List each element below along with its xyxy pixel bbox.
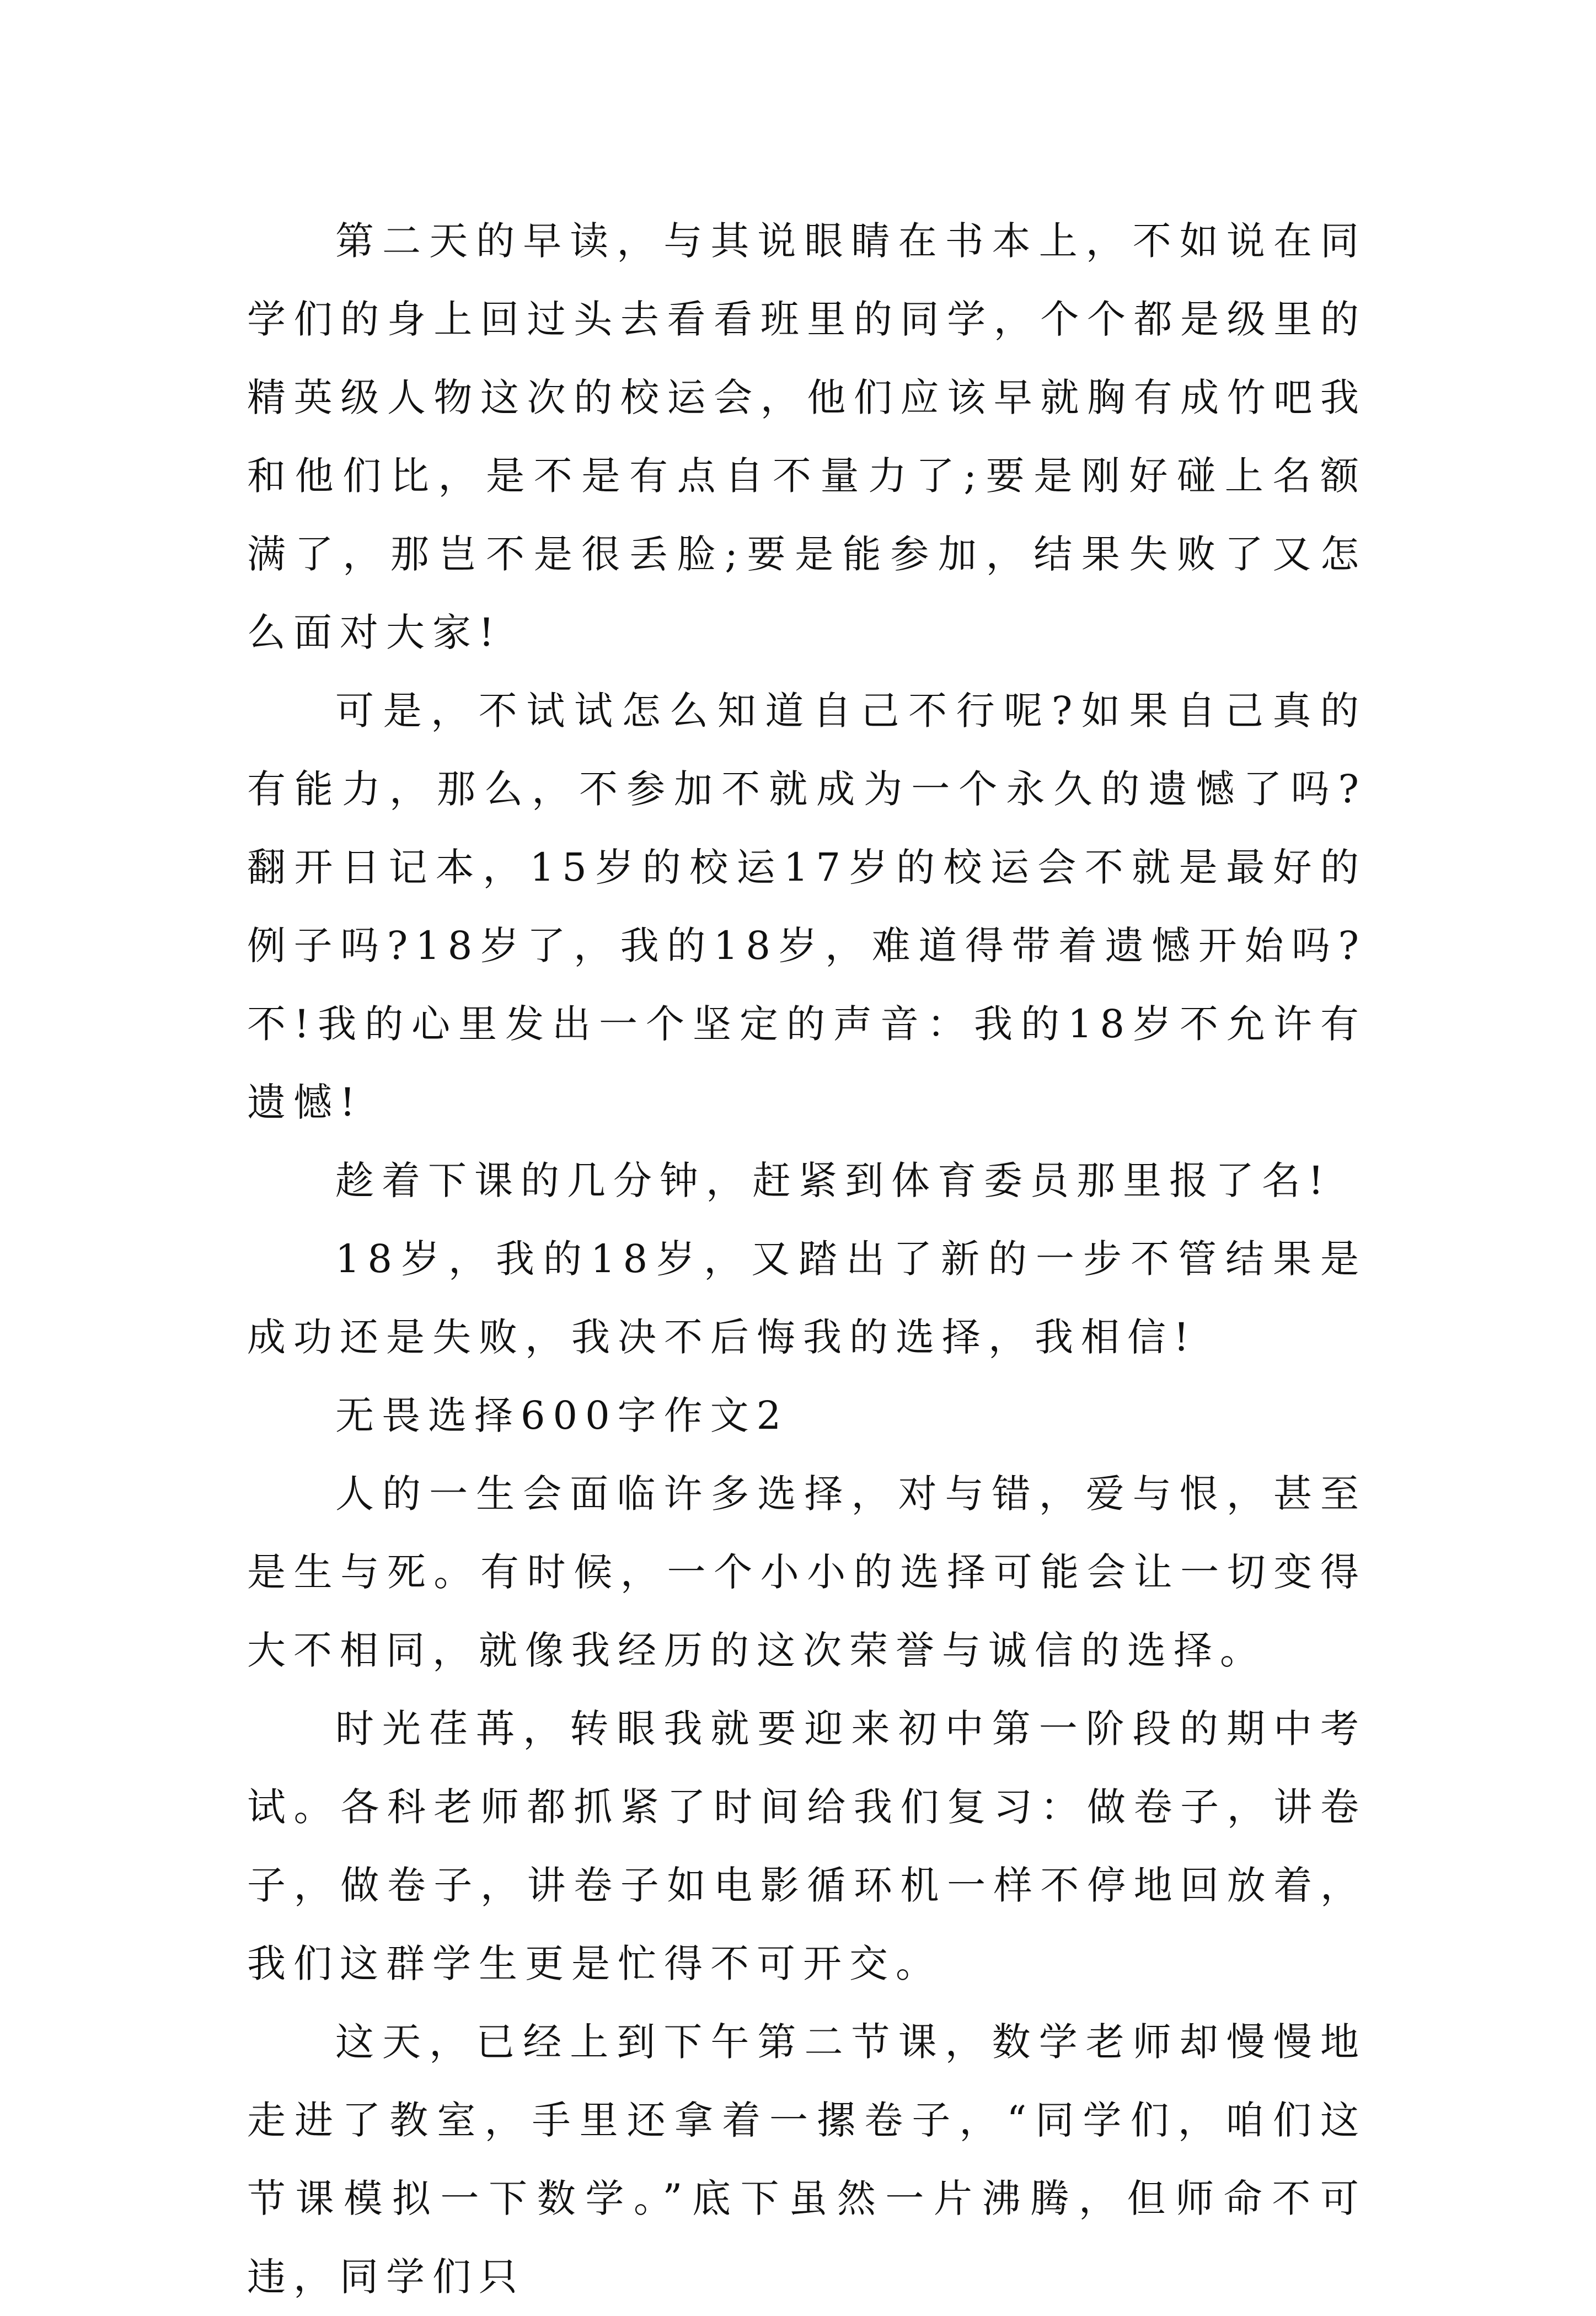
paragraph-2: 可是，不试试怎么知道自己不行呢?如果自己真的有能力，那么，不参加不就成为一个永久的遗憾了吗?翻开日记本，15岁的校运17岁的校运会不就是最好的例子吗?18岁了，我的18岁，难道得带着遗憾开始吗?不!我的心里发出一个坚定的声音：我的18岁不允许有遗憾! (247, 688, 1367, 1125)
paragraph-1: 第二天的早读，与其说眼睛在书本上，不如说在同学们的身上回过头去看看班里的同学，个个都是级里的精英级人物这次的校运会，他们应该早就胸有成竹吧我和他们比，是不是有点自不量力了;要是刚好碰上名额满了，那岂不是很丢脸;要是能参加，结果失败了又怎么面对大家! (247, 218, 1367, 655)
paragraph-4: 18岁，我的18岁，又踏出了新的一步不管结果是成功还是失败，我决不后悔我的选择，我相信! (247, 1236, 1367, 1360)
essay-heading: 无畏选择600字作文2 (335, 1393, 789, 1438)
body-text (247, 202, 1367, 2316)
paragraph-5: 人的一生会面临许多选择，对与错，爱与恨，甚至是生与死。有时候，一个小小的选择可能会让一切变得大不相同，就像我经历的这次荣誉与诚信的选择。 (247, 1471, 1367, 1673)
paragraph-3: 趁着下课的几分钟，赶紧到体育委员那里报了名! (335, 1158, 1332, 1203)
paragraph-6: 时光荏苒，转眼我就要迎来初中第一阶段的期中考试。各科老师都抓紧了时间给我们复习：做卷子，讲卷子，做卷子，讲卷子如电影循环机一样不停地回放着，我们这群学生更是忙得不可开交。 (247, 1706, 1367, 1986)
paragraph-7: 这天，已经上到下午第二节课，数学老师却慢慢地走进了教室，手里还拿着一摞卷子，“同学们，咱们这节课模拟一下数学。”底下虽然一片沸腾，但师命不可违，同学们只 (247, 2019, 1367, 2299)
